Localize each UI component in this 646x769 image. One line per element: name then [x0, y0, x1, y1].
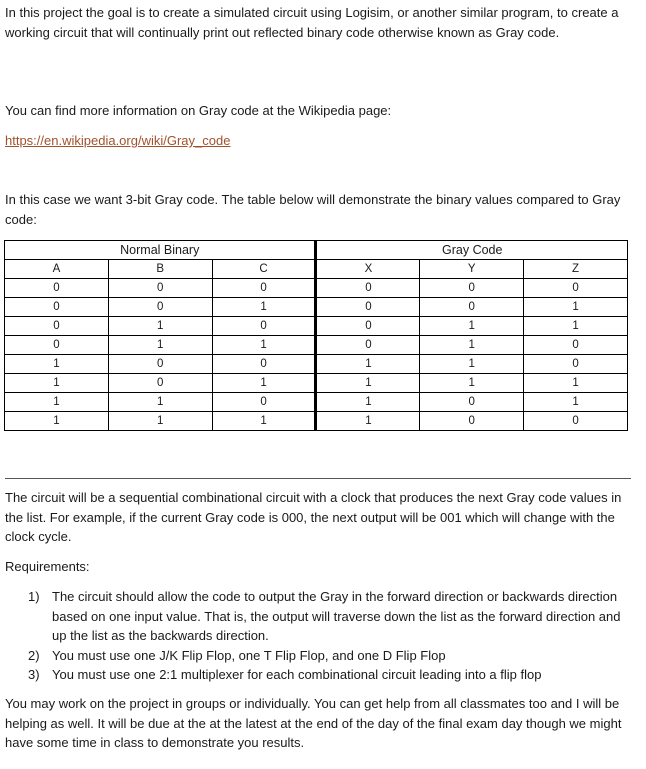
list-item-number: 2): [28, 647, 40, 663]
normal-binary-header: Normal Binary: [5, 241, 316, 260]
table-group-header-row: [5, 241, 628, 260]
intro-paragraph: In this project the goal is to create a simulated circuit using Logisim, or another similar program, to create a working circuit that will continually print out reflected binary code otherwise known as Gray code.: [5, 5, 619, 40]
circuit-description-paragraph: The circuit will be a sequential combinational circuit with a clock that produces the next Gray code values in the list. For example, if the current Gray code is 000, the next output will be 001 which will change with the clock cycle.: [5, 490, 622, 544]
table-row: [5, 412, 628, 431]
table-cell: 0: [5, 317, 109, 336]
table-intro-paragraph: In this case we want 3-bit Gray code. The table below will demonstrate the binary values compared to Gray code:: [5, 192, 621, 227]
gray-code-header: Gray Code: [316, 241, 628, 260]
table-cell: 0: [420, 393, 524, 412]
table-cell: 1: [212, 336, 316, 355]
table-cell: 0: [316, 279, 420, 298]
table-cell: 0: [5, 279, 109, 298]
wikipedia-gray-code-link[interactable]: https://en.wikipedia.org/wiki/Gray_code: [5, 133, 231, 148]
list-item-number: 1): [28, 589, 40, 604]
table-cell: 0: [420, 279, 524, 298]
table-cell: 0: [524, 412, 628, 431]
column-header-c: C: [212, 260, 316, 279]
wiki-reference-text: You can find more information on Gray code at the Wikipedia page:: [5, 103, 392, 118]
table-cell: 0: [524, 355, 628, 374]
table-cell: 1: [524, 393, 628, 412]
table-cell: 1: [524, 317, 628, 336]
table-cell: 0: [108, 279, 212, 298]
requirements-label: Requirements:: [5, 559, 90, 574]
table-row: [5, 374, 628, 393]
list-item: [28, 665, 628, 685]
table-row: [5, 393, 628, 412]
table-cell: 1: [420, 336, 524, 355]
table-cell: 0: [212, 317, 316, 336]
table-cell: 0: [212, 393, 316, 412]
table-cell: 1: [316, 374, 420, 393]
table-cell: 1: [108, 412, 212, 431]
table-cell: 0: [212, 355, 316, 374]
table-row: [5, 298, 628, 317]
section-divider: [5, 478, 631, 479]
closing-paragraph: You may work on the project in groups or individually. You can get help from all classmates too and I will be helping as well. It will be due at the at the latest at the end of the day of the final exam day though we might have some time in class to demonstrate you results.: [5, 696, 622, 750]
table-cell: 1: [5, 355, 109, 374]
column-header-y: Y: [420, 260, 524, 279]
table-cell: 1: [5, 393, 109, 412]
table-cell: 0: [5, 298, 109, 317]
table-row: [5, 279, 628, 298]
list-item-number: 3): [28, 667, 40, 682]
table-cell: 0: [524, 336, 628, 355]
table-cell: 1: [316, 355, 420, 374]
gray-code-table: [4, 240, 628, 431]
table-cell: 1: [524, 374, 628, 393]
table-cell: 1: [420, 355, 524, 374]
table-cell: 1: [5, 374, 109, 393]
list-item-text: You must use one J/K Flip Flop, one T Flip Flop, and one D Flip Flop: [52, 647, 446, 663]
table-cell: 1: [212, 298, 316, 317]
table-row: [5, 317, 628, 336]
table-row: [5, 355, 628, 374]
requirements-list: [28, 587, 628, 685]
list-item: [28, 646, 628, 666]
column-header-z: Z: [524, 260, 628, 279]
table-cell: 0: [108, 374, 212, 393]
table-cell: 1: [316, 393, 420, 412]
table-cell: 1: [108, 317, 212, 336]
table-cell: 0: [212, 279, 316, 298]
table-row: [5, 336, 628, 355]
table-cell: 1: [316, 412, 420, 431]
table-cell: 1: [420, 317, 524, 336]
column-header-a: A: [5, 260, 109, 279]
table-cell: 1: [5, 412, 109, 431]
table-cell: 0: [524, 279, 628, 298]
wiki-link-line: [5, 131, 633, 151]
table-cell: 1: [524, 298, 628, 317]
table-cell: 0: [316, 317, 420, 336]
table-cell: 0: [108, 355, 212, 374]
table-cell: 0: [5, 336, 109, 355]
table-cell: 1: [212, 412, 316, 431]
table-cell: 0: [420, 412, 524, 431]
list-item-text: The circuit should allow the code to output the Gray in the forward direction or backwards direction based on one input value. That is, the output will traverse down the list as the forward direction and up the list as the backwards direction.: [52, 589, 621, 643]
table-cell: 0: [420, 298, 524, 317]
table-column-header-row: [5, 260, 628, 279]
table-cell: 0: [108, 298, 212, 317]
table-cell: 1: [212, 374, 316, 393]
table-cell: 0: [316, 298, 420, 317]
table-cell: 1: [108, 393, 212, 412]
column-header-x: X: [316, 260, 420, 279]
table-cell: 1: [108, 336, 212, 355]
list-item: [28, 587, 628, 646]
table-cell: 0: [316, 336, 420, 355]
column-header-b: B: [108, 260, 212, 279]
list-item-text: You must use one 2:1 multiplexer for each combinational circuit leading into a flip flop: [52, 667, 542, 682]
table-cell: 1: [420, 374, 524, 393]
